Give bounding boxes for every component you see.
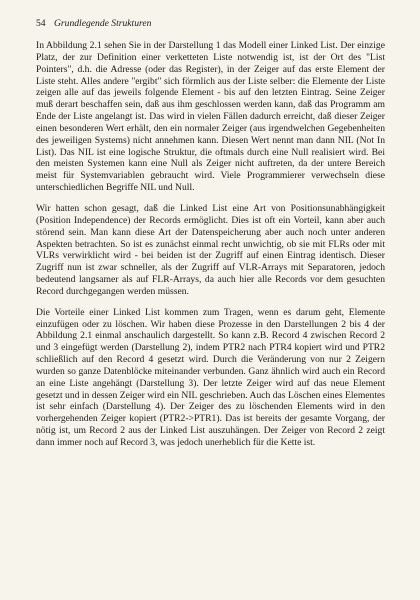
paragraph-insert-delete: Die Vorteile einer Linked List kommen zum Tragen, wenn es darum geht, Elemente einzufügen oder zu löschen. Wir haben diese Prozesse in den Darstellungen 2 bis 4 der Abbildung 2.1 einmal anschaulich dargestellt. So kann z.B. Record 4 zwischen Record 2 und 3 eingefügt werden (Darstellung 2), indem PTR2 nach PTR4 kopiert wird und PTR2 schließlich auf den Record 4 gesetzt wird. Durch die Veränderung von nur 2 Zeigern wurden so ganze Datenblöcke miteinander verbunden. Ganz ähnlich wird auch ein Record an eine Liste angehängt (Darstellung 3). Der letzte Zeiger wird auf das neue Element gesetzt und in dessen Zeiger wird ein NIL geschrieben. Auch das Löschen eines Elementes ist sehr einfach (Darstellung 4). Der Zeiger des zu löschenden Elements wird in den vorhergehenden Zeiger kopiert (PTR2->PTR1). Das ist bereits der gesamte Vorgang, der nötig ist, um Record 2 aus der Linked List auszuhängen. Der Zeiger von Record 2 zeigt dann immer noch auf Record 3, was jedoch unerheblich für die Kette ist. <box>36 306 385 448</box>
page-number: 54 <box>36 18 46 29</box>
paragraph-position-independence: Wir hatten schon gesagt, daß die Linked List eine Art von Positionsunabhängigkeit (Position Independence) der Records ermöglicht. Dies ist oft ein Vorteil, kann aber auch störend sein. Man kann diese Art der Datenspeicherung aber auch noch unter anderen Aspekten betrachten. So ist es zunächst einmal recht unwichtig, ob sie mit FLRs oder mit VLRs verwirklicht wird - bei beiden ist der Zugriff auf einen Eintrag identisch. Dieser Zugriff nun ist zwar schneller, als der Zugriff auf VLR-Arrays mit Separatoren, jedoch bedeutend langsamer als auf FLR-Arrays, da auch hier alle Records vor dem gesuchten Record durchgegangen werden müssen. <box>36 202 385 297</box>
section-title: Grundlegende Strukturen <box>54 18 152 29</box>
body-text <box>36 40 385 449</box>
paragraph-linked-list-model: In Abbildung 2.1 sehen Sie in der Darstellung 1 das Modell einer Linked List. Der einzige Platz, der zur Definition einer verketteten Liste notwendig ist, ist der Ort des "List Pointers", d.h. die Adresse (oder das Register), in der Zeiger auf das erste Element der Liste steht. Alles andere "ergibt" sich förmlich aus der Liste selber: die Elemente der Liste zeigen alle auf das jeweils folgende Element - bis auf den letzten Eintrag. Seine Zeiger muß derart beschaffen sein, daß aus ihm geschlossen werden kann, daß das Programm am Ende der Liste angelangt ist. Das wird in vielen Fällen dadurch erreicht, daß dieser Zeiger einen besonderen Wert erhält, den ein normaler Zeiger (aus irgendwelchen Gegebenheiten des jeweiligen Systems) nicht annehmen kann. Diesen Wert nennt man dann NIL (Not In List). Das NIL ist eine logische Struktur, die oftmals durch eine Null realisiert wird. Bei den meisten Systemen kann eine Null als Zeiger nicht auftreten, da der untere Bereich meist für Systemvariablen gebraucht wird. Viele Programmierer verwechseln diese unterschiedlichen Begriffe NIL und Null. <box>36 40 385 194</box>
running-head <box>36 18 385 40</box>
